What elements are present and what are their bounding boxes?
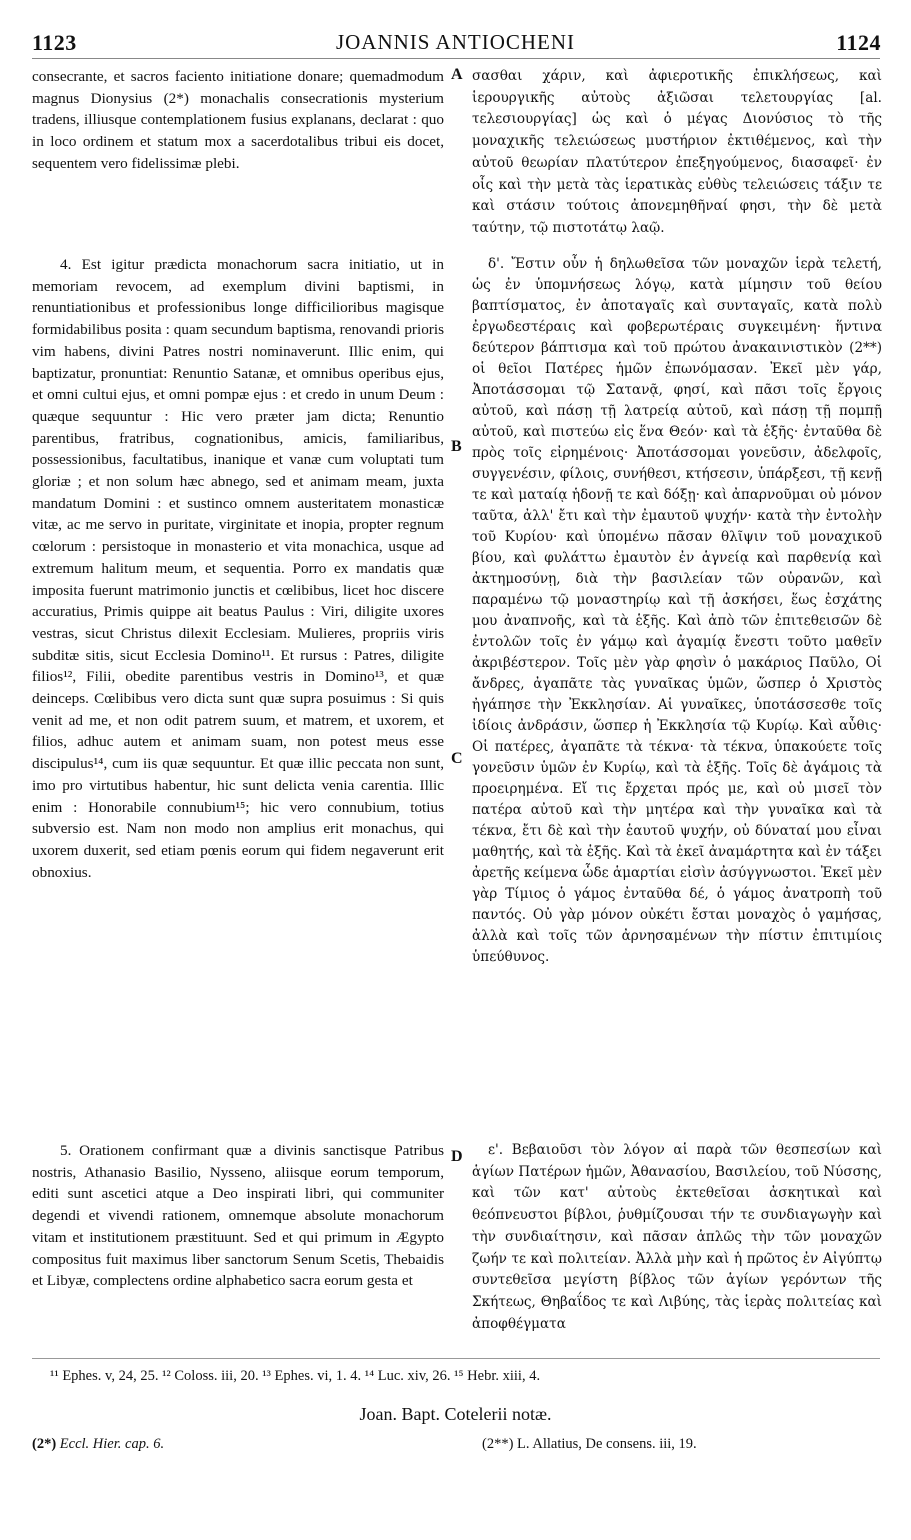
header-rule [32,58,880,59]
scripture-footnotes: ¹¹ Ephes. v, 24, 25. ¹² Coloss. iii, 20. ¹³ Ephes. vi, 1. 4. ¹⁴ Luc. xiv, 26. ¹⁵ Hebr. xiii, 4. [50,1368,541,1384]
note-left [32,1436,164,1453]
section-marker-b: B [451,438,462,455]
latin-column [32,66,444,175]
page-number-right: 1124 [836,30,881,55]
greek-column-section-5 [472,1140,882,1335]
footnote-rule [32,1358,880,1359]
note-right [482,1436,697,1453]
latin-paragraph-2: 4. Est igitur prædicta monachorum sacra initiatio, ut in memoriam revocem, ad exemplum divini baptismi, in renuntiationibus et professionibus longe difficilioribus magisque formidabilibus posita : quam secundum baptisma, renovandi prioris vim habens, divini Patres nostri nominaverunt. Illic enim, qui baptizatur, pronuntiat: Renuntio Satanæ, et omnibus operibus ejus, et omni cultui ejus, et omni pompæ ejus : et credo in unum Deum : quæque sequuntur : Hic vero præter jam dicta; Renuntio parentibus, fratribus, cognationibus, amicis, familiaribus, possessionibus, facultatibus, inanique et vanæ cum voluptati tum gloriæ ; et non solum hæc abnego, sed et animam meam, juxta mandatum Domini : et sustinco omnem austeritatem monasticæ vitæ, ac me servo in puritate, virginitate et inopia, propter regnum cœlorum : persistoque in monasterio et vita monachica, usque ad extremum halitum meum, et sequentia. Porro ex mandatis quæ imposita fuerunt matrimonio junctis et cœlibibus, licet hoc discere accuratius, Primis quippe ait beatus Paulus : Viri, diligite uxores vestras, sicut Christus dilexit Ecclesiam. Mulieres, propriis viris subditæ sitis, sicut Ecclesia Domino¹¹. Et rursus : Patres, diligite filios¹², Filii, obedite parentibus vestris in Domino¹³, et quæ deinceps. Cœlibibus vero dicta sunt quæ supra posuimus : Si quis venit ad me, et non odit patrem suum, et matrem, et uxorem, et filios, adhuc autem et animam suam, non potest meus esse discipulus¹⁴, cum iis quæ sequuntur. Et quæ illic peccata non sunt, imo pro virtutibus habentur, hic sunt delicta venia carentia. Illic enim : Honorabile connubium¹⁵; hic vero connubium, totius subversio est. Nam non modo non amplius erit monachus, qui uxorem duxerit, sed etiam pœnis eorum qui fidem negaverunt erit obnoxius. [32,256,444,881]
note-right-number: (2**) [482,1436,514,1452]
running-title: JOANNIS ANTIOCHENI [335,30,576,54]
section-marker-d: D [451,1148,463,1165]
latin-column-section-5 [32,1140,444,1292]
greek-paragraph-1: σασθαι χάριν, καὶ ἀφιεροτικῆς ἐπικλήσεως, καὶ ἱερουργικῆς αὐτοὺς ἀξιῶσαι τελετουργίας [al. τελεσιουργίας] ὡς καὶ ὁ μέγας Διονύσιος τὸ τῆς μοναχικῆς τελειώσεως μυστήριον ἐκτιθέμενος, καὶ τὴν αὐτοῦ θεωρίαν πλατύτερον ἐπεξηγούμενος, διασαφεῖ· ἐν οἷς καὶ τὴν μετὰ τὰς ἱερατικὰς εὐθὺς τελειώσεις τάξιν τε καὶ στάσιν τούτοις ἀπονεμηθῆναί φησι, τὴν δὲ μετὰ ταύτην, τῷ πιστοτάτῳ λαῷ. [472,68,882,236]
latin-paragraph-3: 5. Orationem confirmant quæ a divinis sanctisque Patribus nostris, Athanasio Basilio, Nysseno, aliisque eorum temporum, editi sunt ascetici atque a Deo inspirati libri, qui communiter degendi et vivendi rationem, omnemque absolute monachorum vitam et institutionem præstituunt. Sed et qui primum in Ægypto compositus fuit maximus liber sanctorum Senum Scetis, Thebaidis et Libyæ, complectens ordine alphabetico sacra eorum gesta et [32,1142,444,1290]
greek-column-section-4 [472,254,882,968]
section-marker-a: A [451,66,463,83]
page-number-left: 1123 [32,30,77,55]
latin-column-section-4 [32,254,444,883]
greek-column [472,66,882,240]
greek-paragraph-2: δ'. Ἔστιν οὖν ἡ δηλωθεῖσα τῶν μοναχῶν ἱερὰ τελετή, ὡς ἐν ὑπομνήσεως λόγῳ, κατὰ μίμησιν τοῦ θείου βαπτίσματος, ἐν ἀποταγαῖς καὶ συνταγαῖς, κατὰ πολὺ ἐργωδεστέραις καὶ φοβερωτέραις συγκειμένη· ἥντινα δεύτερον βάπτισμα καὶ τοῦ πρώτου ἀνακαινιστικὸν (2**) οἱ θεῖοι Πατέρες ἡμῶν ἐπωνόμασαν. Ἐκεῖ μὲν γάρ, Ἀποτάσσομαι τῷ Σατανᾷ, φησί, καὶ πᾶσι τοῖς ἔργοις αὐτοῦ, καὶ πάσῃ τῇ λατρείᾳ αὐτοῦ, καὶ πάσῃ τῇ πομπῇ αὐτοῦ, καὶ πιστεύω εἰς ἕνα Θεόν· καὶ τὰ ἑξῆς· ἐνταῦθα δὲ πρὸς τοῖς εἰρημένοις· Ἀποτάσσομαι γονεῦσιν, ἀδελφοῖς, συγγενέσιν, φίλοις, συνήθεσι, κτήσεσιν, ὑπάρξεσι, τῇ κενῇ τε καὶ ματαίᾳ ἡδονῇ τε καὶ δόξῃ· καὶ ἀπαρνοῦμαι οὐ μόνον ταῦτα, ἀλλ' ἔτι καὶ τὴν ἐμαυτοῦ ψυχήν· κατὰ τὴν ἐντολὴν τοῦ Κυρίου· καὶ ὑπομένω πᾶσαν θλῖψιν τοῦ μοναχικοῦ βίου, καὶ φυλάττω ἐμαυτὸν ἐν ἁγνείᾳ καὶ παρθενίᾳ καὶ ἀκτημοσύνῃ, διὰ τὴν βασιλείαν τῶν οὐρανῶν, καὶ παραμένω τῷ μοναστηρίῳ καὶ τῇ ἀσκήσει, ἕως ἐσχάτης μου ἀναπνοῆς, καὶ τὰ ἑξῆς. Καὶ ἀπὸ τῶν ἐπιτεθεισῶν δὲ ἐντολῶν τοῖς ἐν γάμῳ καὶ ἀγαμίᾳ ἔνεστι τοῦτο μαθεῖν ἀκριβέστερον. Τοῖς μὲν γὰρ φησὶν ὁ μακάριος Παῦλο, Οἱ ἄνδρες, ἀγαπᾶτε τὰς γυναῖκας ὑμῶν, ὥσπερ ὁ Χριστὸς ἠγάπησε τὴν Ἐκκλησίαν. Αἱ γυναῖκες, ὑποτάσσεσθε τοῖς ἰδίοις ἀνδράσιν, ὥσπερ ἡ Ἐκκλησία τῷ Κυρίῳ. Καὶ αὖθις· Οἱ πατέρες, ἀγαπᾶτε τὰ τέκνα· τὰ τέκνα, ὑπακούετε τοῖς γονεῦσιν ὑμῶν ἐν Κυρίῳ, καὶ τὰ ἑξῆς. Τοῖς δὲ ἀγάμοις τὰ προειρημένα. Εἴ τις ἔρχεται πρός με, καὶ οὐ μισεῖ τὸν πατέρα αὐτοῦ καὶ τὴν μητέρα καὶ τὴν γυναῖκα καὶ τὰ τέκνα, ἔτι δὲ καὶ τὴν ἑαυτοῦ ψυχήν, οὐ δύναταί μου εἶναι μαθητής, καὶ τὰ ἑξῆς. Καὶ τὰ ἐκεῖ ἀναμάρτητα καὶ ἐν τάξει ἀρετῆς κείμενα ὧδε ἁμαρτίαι εἰσὶν ἀσύγγνωστοι. Ἐκεῖ μὲν γὰρ Τίμιος ὁ γάμος ἐνταῦθα δέ, ὁ γάμος ἀνατροπὴ τοῦ παντός. Οὐ γὰρ μόνον οὐκέτι ἔσται μοναχὸς ὁ γαμήσας, ἀλλὰ καὶ τοῖς τῶν ἀρνησαμένων τὴν πίστιν ἐπιτιμίοις ὑπεύθυνος. [472,256,882,965]
note-right-text: L. Allatius, De consens. iii, 19. [517,1436,697,1452]
notes-title: Joan. Bapt. Cotelerii notæ. [359,1404,552,1424]
latin-paragraph-1: consecrante, et sacros faciento initiatione donare; quemadmodum magnus Dionysius (2*) monachalis consecrationis mysterium tradens, illiusque contemplationem fusius explanans, declarat : quo in loco ordinem et statum mox a sacerdotalibus tribui eis docet, sequentem vero fidelissimæ plebi. [32,68,444,172]
note-left-number: (2*) [32,1436,57,1452]
section-marker-c: C [451,750,463,767]
note-left-text: Eccl. Hier. cap. 6. [59,1436,165,1452]
greek-paragraph-3: ε'. Βεβαιοῦσι τὸν λόγον αἱ παρὰ τῶν θεσπεσίων καὶ ἁγίων Πατέρων ἡμῶν, Ἀθανασίου, Βασιλείου, τοῦ Νύσσης, καὶ τῶν κατ' αὐτοὺς ἐκτεθεῖσαι ἀσκητικαὶ καὶ θεόπνευστοι βίβλοι, ῥυθμίζουσαι τήν τε συνδιαγωγὴν καὶ τὴν συνδιαίτησιν, καὶ πᾶσαν ἁπλῶς τὴν τῶν μοναχῶν ζωήν τε καὶ πολιτείαν. Ἀλλὰ μὴν καὶ ἡ πρῶτος ἐν Αἰγύπτῳ συντεθεῖσα μεγίστη βίβλος τῶν ἁγίων γερόντων τῆς Σκήτεως, Θηβαΐδος τε καὶ Λιβύης, τὰς ἱερὰς πολιτείας καὶ ἀποφθέγματα [472,1142,882,1332]
